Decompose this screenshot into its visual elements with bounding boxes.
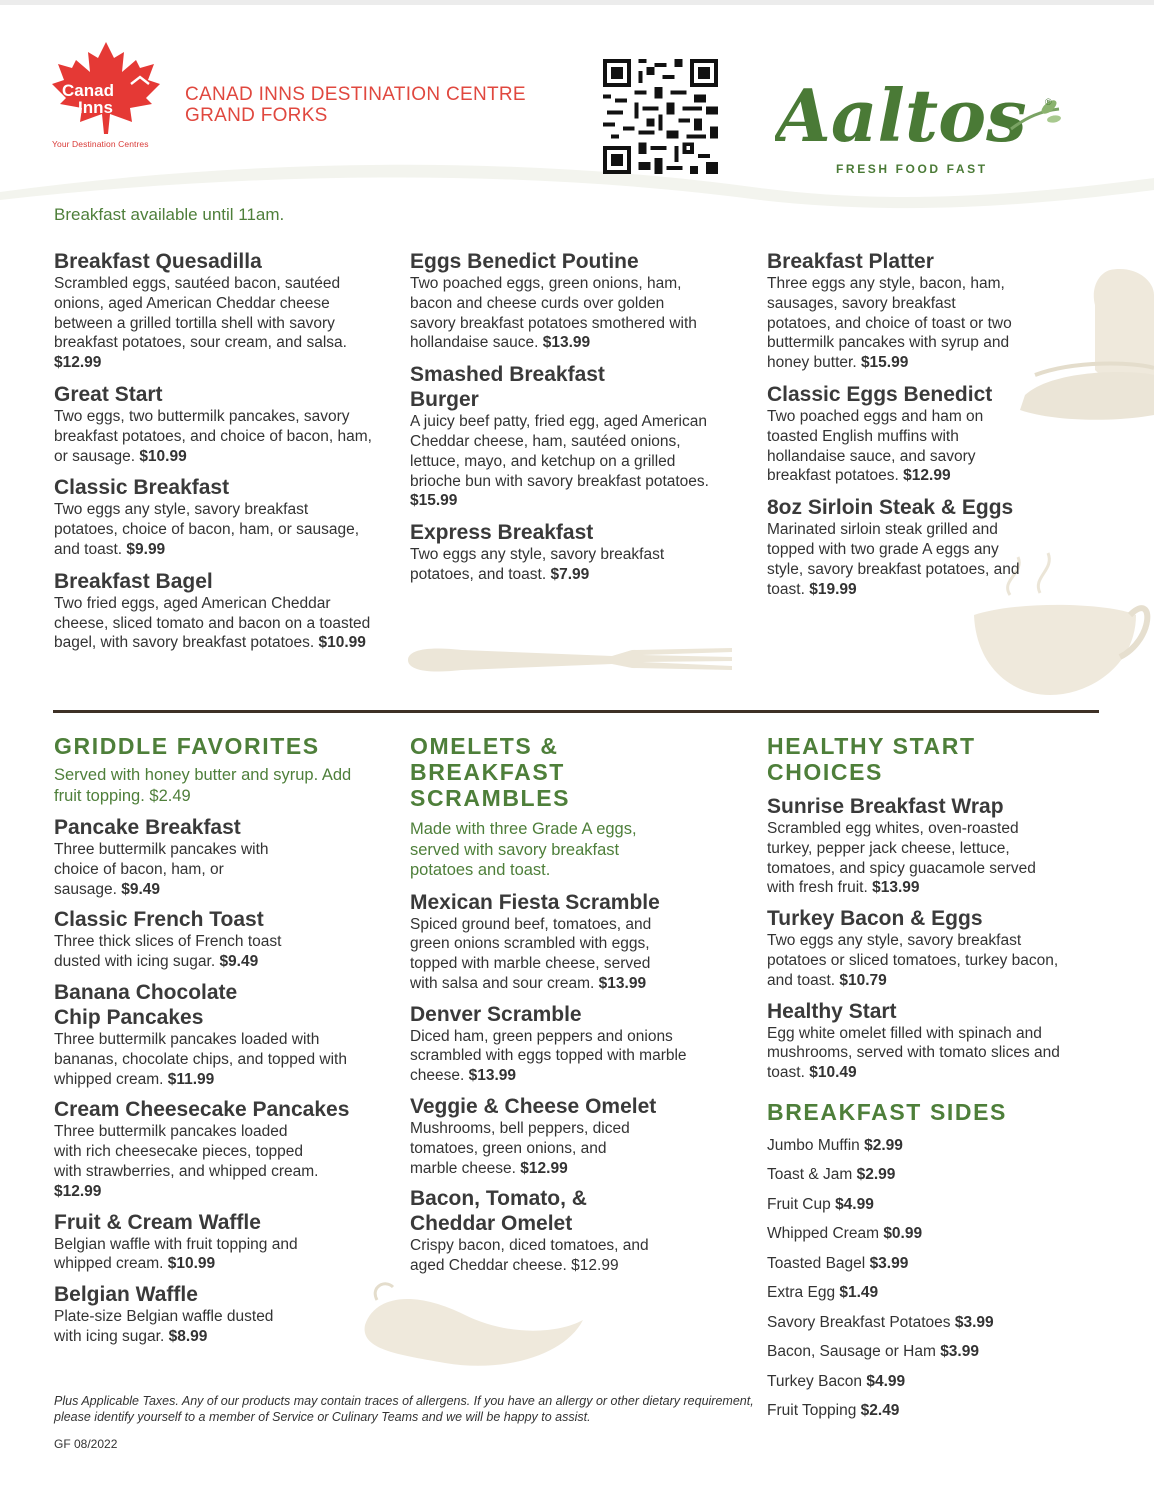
restaurant-tagline: FRESH FOOD FAST (836, 162, 988, 176)
item-price: $10.99 (318, 634, 366, 652)
section-title-line-1: OMELETS & BREAKFAST (410, 733, 565, 785)
menu-item (767, 249, 1022, 373)
item-name: Pancake Breakfast (54, 816, 241, 839)
side-price: $2.49 (860, 1402, 900, 1420)
griddle-section (54, 733, 369, 1347)
item-name: Smashed Breakfast Burger (410, 363, 605, 412)
item-name: Eggs Benedict Poutine (410, 250, 639, 273)
item-description: Two poached eggs and ham on toasted English muffins with hollandaise sauce, and savory breakfast potatoes. $12.99 (767, 407, 984, 485)
item-description: A juicy beef patty, fried egg, aged American Cheddar cheese, ham, sautéed onions, lettuce, mayo, and ketchup on a grilled brioche bun with savory breakfast potatoes. $15.99 (410, 413, 709, 510)
item-price: $10.49 (809, 1064, 857, 1082)
item-price: $13.99 (598, 974, 647, 992)
item-price: $7.99 (550, 565, 590, 583)
menu-code: GF 08/2022 (54, 1437, 118, 1451)
item-name: Belgian Waffle (54, 1283, 198, 1307)
side-price: $0.99 (883, 1225, 923, 1243)
menu-item (54, 1210, 369, 1275)
item-name: Bacon, Tomato, & Cheddar Omelet (410, 1187, 587, 1236)
side-item: Savory Breakfast Potatoes $3.99 (767, 1313, 994, 1331)
item-description: Spiced ground beef, tomatoes, and green onions scrambled with eggs, topped with marble cheese, served with salsa and sour cream. $13.99 (410, 915, 652, 992)
side-item: Extra Egg $1.49 (767, 1284, 879, 1302)
brand-tagline: Your Destination Centres (52, 139, 149, 149)
item-price: $12.99 (571, 1257, 619, 1275)
menu-item (410, 1002, 720, 1086)
side-item: Jumbo Muffin $2.99 (767, 1136, 903, 1154)
item-description: Three eggs any style, bacon, ham, sausages, savory breakfast potatoes, and choice of toast or two buttermilk pancakes with syrup and honey butter. $15.99 (767, 275, 1012, 372)
item-price: $12.99 (54, 1182, 102, 1200)
sides-list (767, 1131, 1067, 1426)
item-price: $19.99 (809, 580, 857, 598)
item-description: Belgian waffle with fruit topping and whipped cream. $10.99 (54, 1235, 298, 1273)
maple-leaf-logo (48, 42, 173, 154)
item-name: Express Breakfast (410, 521, 594, 545)
item-description: Two fried eggs, aged American Cheddar cheese, sliced tomato and bacon on a toasted bagel, with savory breakfast potatoes. $10.99 (54, 594, 371, 652)
menu-item (54, 382, 374, 466)
menu-item (410, 520, 710, 585)
section-title-line-2: SCRAMBLES (410, 785, 571, 811)
item-description: Plate-size Belgian waffle dusted with icing sugar. $8.99 (54, 1308, 274, 1345)
item-description: Three buttermilk pancakes loaded with rich cheesecake pieces, topped with strawberries, and whipped cream. $12.99 (54, 1123, 319, 1200)
fork-illustration (402, 640, 732, 680)
menu-item (767, 495, 1022, 599)
item-name: Turkey Bacon & Eggs (767, 907, 983, 931)
menu-item (410, 1094, 720, 1178)
side-price: $1.49 (839, 1284, 879, 1302)
item-description: Scrambled egg whites, oven-roasted turkey, pepper jack cheese, lettuce, tomatoes, and spicy guacamole served with fresh fruit. $13.99 (767, 820, 1036, 897)
item-price: $10.79 (839, 971, 887, 989)
side-price: $2.99 (864, 1136, 903, 1154)
menu-item (410, 249, 710, 353)
item-name: Breakfast Quesadilla (54, 250, 262, 273)
hotel-line-1: CANAD INNS DESTINATION CENTRE (185, 84, 526, 105)
breakfast-column-3 (767, 249, 1022, 599)
side-item: Toast & Jam $2.99 (767, 1166, 896, 1184)
item-name: Classic Eggs Benedict (767, 382, 993, 406)
section-title-line-1: HEALTHY START (767, 733, 976, 759)
item-price: $8.99 (168, 1327, 208, 1345)
side-price: $3.99 (869, 1254, 909, 1272)
side-item: Turkey Bacon $4.99 (767, 1372, 906, 1390)
item-price: $9.49 (219, 953, 259, 971)
item-description: Two eggs any style, savory breakfast potatoes, and toast. $7.99 (410, 546, 665, 583)
restaurant-name: Aaltos (775, 73, 1027, 158)
hotel-line-2: GRAND FORKS (185, 105, 328, 126)
item-name: Denver Scramble (410, 1002, 582, 1026)
menu-item (410, 1186, 720, 1276)
menu-item (767, 906, 1067, 990)
item-description: Scrambled eggs, sautéed bacon, sautéed onions, aged American Cheddar cheese between a grilled tortilla shell with savory breakfast potatoes, sour cream, and salsa. $12.99 (54, 275, 347, 372)
item-description: Two eggs any style, savory breakfast potatoes, choice of bacon, ham, or sausage, and toast. $9.99 (54, 501, 360, 558)
side-price: $3.99 (940, 1343, 979, 1361)
side-item: Toasted Bagel $3.99 (767, 1254, 909, 1272)
item-description: Diced ham, green peppers and onions scrambled with eggs topped with marble cheese. $13.99 (410, 1027, 687, 1085)
item-name: Veggie & Cheese Omelet (410, 1095, 657, 1119)
logo-text-canad: Canad (62, 81, 114, 100)
item-price: $10.99 (139, 447, 187, 465)
menu-item (54, 569, 374, 653)
item-price: $15.99 (860, 354, 909, 372)
item-name: Breakfast Platter (767, 250, 934, 273)
section-title-line-2: CHOICES (767, 759, 883, 785)
breakfast-column-2 (410, 249, 710, 585)
side-price: $4.99 (835, 1195, 874, 1213)
item-price: $12.99 (903, 467, 951, 485)
item-price: $13.99 (542, 334, 591, 352)
item-description: Three buttermilk pancakes loaded with bananas, chocolate chips, and topped with whipped cream. $11.99 (54, 1030, 347, 1088)
svg-text:®: ® (1045, 97, 1052, 107)
item-price: $13.99 (468, 1067, 517, 1085)
menu-item (767, 794, 1067, 898)
hotel-name (185, 84, 526, 126)
omelets-section (410, 733, 720, 1276)
item-name: Cream Cheesecake Pancakes (54, 1098, 350, 1122)
side-item: Fruit Cup $4.99 (767, 1195, 874, 1213)
menu-item (410, 362, 710, 511)
allergen-disclaimer: Plus Applicable Taxes. Any of our products may contain traces of allergens. If you have an allergy or other dietary requirement, please identify yourself to a member of Service or Culinary Teams and we will be happy to assist. (54, 1394, 754, 1424)
item-name: Breakfast Bagel (54, 569, 213, 593)
item-name: Healthy Start (767, 999, 897, 1023)
section-note: Served with honey butter and syrup. Add fruit topping. $2.49 (54, 766, 352, 805)
item-description: Three buttermilk pancakes with choice of bacon, ham, or sausage. $9.49 (54, 841, 269, 898)
menu-item (54, 1097, 369, 1201)
item-description: Two eggs any style, savory breakfast potatoes or sliced tomatoes, turkey bacon, and toast. $10.79 (767, 932, 1059, 989)
section-divider (53, 710, 1099, 713)
item-description: Egg white omelet filled with spinach and mushrooms, served with tomato slices and toast. $10.49 (767, 1024, 1060, 1082)
item-price: $11.99 (167, 1070, 215, 1088)
side-item: Fruit Topping $2.49 (767, 1402, 900, 1420)
section-note: Made with three Grade A eggs, served with savory breakfast potatoes and toast. (410, 820, 637, 879)
item-price: $12.99 (54, 354, 102, 372)
item-name: Classic French Toast (54, 908, 264, 932)
item-name: Fruit & Cream Waffle (54, 1210, 261, 1234)
item-price: $13.99 (872, 879, 920, 897)
menu-item (410, 890, 720, 994)
item-name: Sunrise Breakfast Wrap (767, 795, 1004, 818)
item-price: $15.99 (410, 492, 458, 510)
side-price: $2.99 (856, 1166, 896, 1184)
side-price: $4.99 (866, 1372, 906, 1390)
top-strip (0, 0, 1154, 5)
menu-item (54, 980, 369, 1089)
menu-item (54, 1282, 369, 1347)
qr-code[interactable] (603, 59, 718, 174)
item-price: $9.99 (126, 540, 166, 558)
item-name: Banana Chocolate Chip Pancakes (54, 980, 238, 1029)
side-item: Bacon, Sausage or Ham $3.99 (767, 1343, 979, 1361)
menu-item (767, 382, 1022, 486)
menu-item (54, 907, 369, 972)
item-description: Marinated sirloin steak grilled and topped with two grade A eggs any style, savory breakfast potatoes, and toast. $19.99 (767, 521, 1020, 598)
item-price: $10.99 (167, 1255, 216, 1273)
side-price: $3.99 (954, 1313, 994, 1331)
menu-item (54, 475, 374, 559)
item-description: Two eggs, two buttermilk pancakes, savory breakfast potatoes, and choice of bacon, ham, or sausage. $10.99 (54, 407, 372, 465)
availability-note: Breakfast available until 11am. (54, 205, 285, 224)
item-name: Great Start (54, 382, 163, 406)
side-item: Whipped Cream $0.99 (767, 1225, 923, 1243)
healthy-section (767, 733, 1067, 1426)
item-price: $9.49 (121, 880, 161, 898)
menu-item (54, 249, 374, 373)
menu-item (767, 999, 1067, 1083)
section-title: GRIDDLE FAVORITES (54, 733, 320, 759)
pepper-illustration (355, 1275, 585, 1375)
breakfast-column-1 (54, 249, 374, 653)
item-description: Three thick slices of French toast dusted with icing sugar. $9.49 (54, 933, 282, 971)
sides-title: BREAKFAST SIDES (767, 1098, 1007, 1125)
menu-item (54, 815, 369, 899)
logo-text-inns: Inns (78, 98, 113, 117)
item-name: Mexican Fiesta Scramble (410, 890, 660, 914)
bread-illustration (1015, 250, 1154, 430)
item-price: $12.99 (520, 1159, 568, 1177)
item-description: Crispy bacon, diced tomatoes, and aged Cheddar cheese. $12.99 (410, 1237, 649, 1275)
item-name: 8oz Sirloin Steak & Eggs (767, 496, 1014, 520)
item-description: Mushrooms, bell peppers, diced tomatoes, green onions, and marble cheese. $12.99 (410, 1120, 630, 1177)
item-description: Two poached eggs, green onions, ham, bacon and cheese curds over golden savory breakfast potatoes smothered with hollandaise sauce. $13.99 (410, 275, 697, 352)
item-name: Classic Breakfast (54, 476, 230, 500)
